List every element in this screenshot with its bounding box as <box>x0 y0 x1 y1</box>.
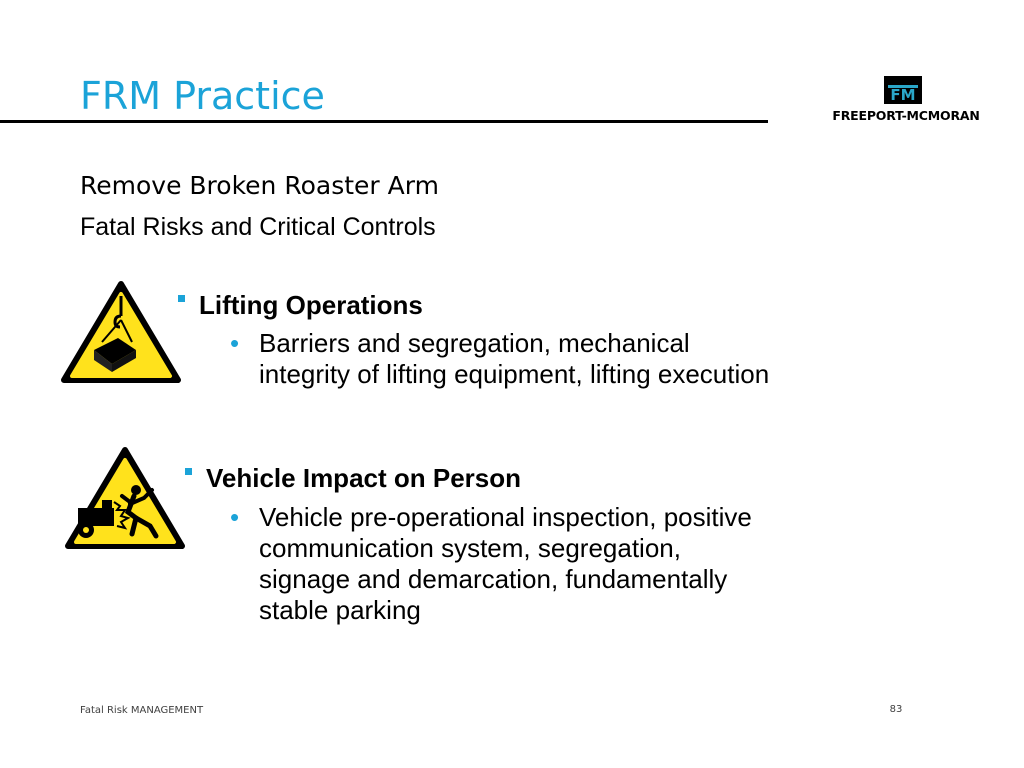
slide-subheading: Fatal Risks and Critical Controls <box>80 213 436 241</box>
lifting-hazard-icon <box>60 280 182 386</box>
critical-controls-text: Vehicle pre-operational inspection, positive communication system, segregation, signage and demarcation, fundamentally stable parking <box>259 502 752 625</box>
title-divider <box>0 120 768 123</box>
risk-heading-text: Vehicle Impact on Person <box>206 463 521 493</box>
freeport-mcmoran-logo-mark <box>884 76 922 104</box>
square-bullet-icon <box>178 295 185 302</box>
bullet-dot-icon: • <box>230 502 240 532</box>
bullet-dot-icon: • <box>230 328 240 358</box>
critical-controls-lifting <box>230 328 770 390</box>
logo-mark-letters: FM <box>890 86 916 104</box>
risk-heading-text: Lifting Operations <box>199 290 423 320</box>
company-logo <box>818 76 994 126</box>
footer-label: Fatal Risk MANAGEMENT <box>80 705 204 716</box>
logo-wordmark: FREEPORT-MCMORAN <box>832 108 980 123</box>
square-bullet-icon <box>185 468 192 475</box>
vehicle-impact-hazard-icon <box>64 446 186 552</box>
slide-title: FRM Practice <box>80 74 325 118</box>
critical-controls-text: Barriers and segregation, mechanical integrity of lifting equipment, lifting execution <box>259 328 770 389</box>
slide-subtitle: Remove Broken Roaster Arm <box>80 171 439 200</box>
page-number: 83 <box>889 704 903 715</box>
risk-heading-vehicle-impact <box>185 462 521 494</box>
risk-heading-lifting-operations <box>178 289 423 321</box>
critical-controls-vehicle <box>230 502 770 626</box>
